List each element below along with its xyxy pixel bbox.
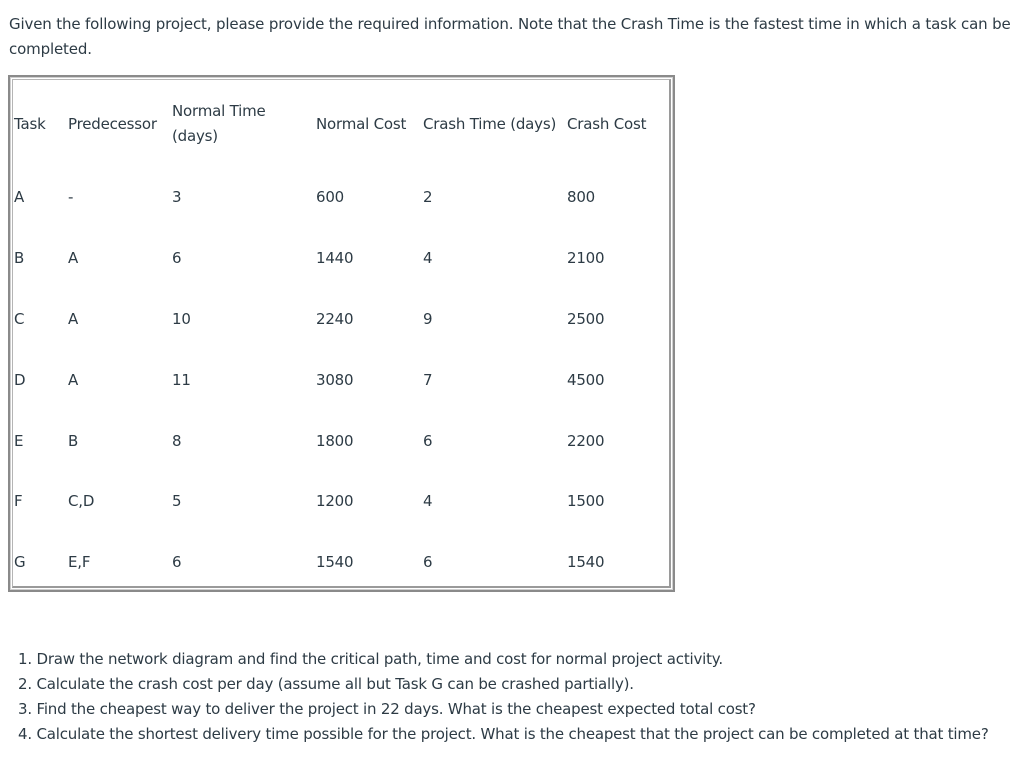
header-task: Task (14, 115, 46, 133)
row-e-crash-time: 6 (423, 432, 433, 450)
row-b-normal-cost: 1440 (316, 249, 354, 267)
row-b-predecessor: A (68, 249, 79, 267)
row-g-crash-time: 6 (423, 553, 433, 571)
row-b-crash-cost: 2100 (567, 249, 605, 267)
row-a-normal-time: 3 (172, 188, 182, 206)
row-c-crash-cost: 2500 (567, 310, 605, 328)
row-g-task: G (14, 553, 26, 571)
row-f-normal-cost: 1200 (316, 492, 354, 510)
row-a-task: A (14, 188, 25, 206)
row-e-normal-cost: 1800 (316, 432, 354, 450)
row-a-crash-time: 2 (423, 188, 433, 206)
question-item: 2. Calculate the crash cost per day (assume all but Task G can be crashed partially). (18, 675, 634, 693)
row-b-normal-time: 6 (172, 249, 182, 267)
question-item: 3. Find the cheapest way to deliver the project in 22 days. What is the cheapest expected total cost? (18, 700, 756, 718)
row-e-normal-time: 8 (172, 432, 182, 450)
row-b-task: B (14, 249, 25, 267)
header-predecessor: Predecessor (68, 115, 157, 133)
row-d-crash-cost: 4500 (567, 371, 605, 389)
row-c-normal-cost: 2240 (316, 310, 354, 328)
header-crash-cost: Crash Cost (567, 115, 647, 133)
row-c-crash-time: 9 (423, 310, 433, 328)
row-d-normal-time: 11 (172, 371, 191, 389)
row-e-crash-cost: 2200 (567, 432, 605, 450)
row-d-crash-time: 7 (423, 371, 433, 389)
row-g-normal-time: 6 (172, 553, 182, 571)
row-g-predecessor: E,F (68, 553, 91, 571)
row-d-normal-cost: 3080 (316, 371, 354, 389)
row-e-predecessor: B (68, 432, 79, 450)
question-item: 1. Draw the network diagram and find the critical path, time and cost for normal project activity. (18, 650, 723, 668)
row-e-task: E (14, 432, 24, 450)
row-b-crash-time: 4 (423, 249, 433, 267)
project-table (8, 75, 675, 592)
row-f-normal-time: 5 (172, 492, 182, 510)
row-g-normal-cost: 1540 (316, 553, 354, 571)
row-f-task: F (14, 492, 23, 510)
question-item: 4. Calculate the shortest delivery time possible for the project. What is the cheapest that the project can be completed at that time? (18, 725, 989, 743)
row-a-normal-cost: 600 (316, 188, 345, 206)
row-g-crash-cost: 1540 (567, 553, 605, 571)
intro-text: Given the following project, please provide the required information. Note that the Crash Time is the fastest time in which a task can be completed. (9, 15, 1011, 58)
header-crash-time: Crash Time (days) (423, 115, 557, 133)
row-c-task: C (14, 310, 25, 328)
header-normal-time-unit: (days) (172, 127, 218, 145)
header-normal-cost: Normal Cost (316, 115, 407, 133)
row-a-crash-cost: 800 (567, 188, 596, 206)
row-c-normal-time: 10 (172, 310, 191, 328)
row-d-predecessor: A (68, 371, 79, 389)
question-list (18, 647, 989, 747)
row-f-predecessor: C,D (68, 492, 95, 510)
header-normal-time: Normal Time (172, 102, 266, 120)
row-a-predecessor: - (68, 188, 74, 206)
row-f-crash-time: 4 (423, 492, 433, 510)
row-d-task: D (14, 371, 26, 389)
row-f-crash-cost: 1500 (567, 492, 605, 510)
row-c-predecessor: A (68, 310, 79, 328)
